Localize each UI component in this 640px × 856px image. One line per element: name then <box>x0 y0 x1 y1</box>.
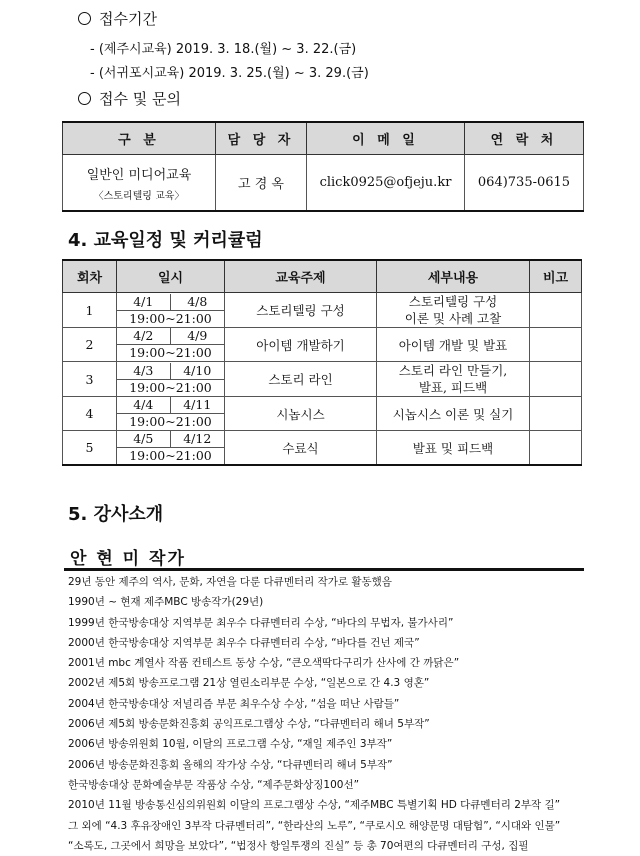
contact-email[interactable]: click0925@ofjeju.kr <box>307 155 465 212</box>
session-time: 19:00~21:00 <box>117 310 224 327</box>
schedule-header-note: 비고 <box>530 260 582 293</box>
session-detail-line1: 스토리 라인 만들기, <box>398 363 508 378</box>
contact-header-email: 이 메 일 <box>307 122 465 155</box>
session-detail: 시놉시스 이론 및 실기 <box>377 397 530 431</box>
schedule-row <box>63 431 582 466</box>
contact-header-category: 구 분 <box>63 122 216 155</box>
career-item: 1999년 한국방송대상 지역부문 최우수 다큐멘터리 수상, “바다의 무법자, 불가사리” <box>68 616 454 629</box>
session-date-1: 4/3 <box>117 363 171 379</box>
schedule-header-detail: 세부내용 <box>377 260 530 293</box>
session-time: 19:00~21:00 <box>117 447 224 464</box>
session-date-1: 4/1 <box>117 294 171 310</box>
section5-title: 5. 강사소개 <box>68 504 164 525</box>
contact-manager: 고 경 옥 <box>216 155 307 212</box>
session-date-cell <box>117 362 225 397</box>
session-note <box>530 362 582 397</box>
schedule-row <box>63 293 582 328</box>
session-detail-line2: 이론 및 사례 고찰 <box>404 311 502 326</box>
session-time: 19:00~21:00 <box>117 413 224 430</box>
career-item: 29년 동안 제주의 역사, 문화, 자연을 다룬 다큐멘터리 작가로 활동했음 <box>68 576 392 588</box>
contact-table <box>62 121 584 212</box>
session-date-1: 4/5 <box>117 431 171 447</box>
instructor-name: 안 현 미 작가 <box>70 549 186 569</box>
contact-header-manager: 담 당 자 <box>216 122 307 155</box>
session-topic: 시놉시스 <box>225 397 377 431</box>
session-date-cell <box>117 293 225 328</box>
contact-category-main: 일반인 미디어교육 <box>86 167 192 183</box>
schedule-header-session: 회차 <box>63 260 117 293</box>
session-detail: 발표 및 피드백 <box>377 431 530 466</box>
instructor-career-list <box>68 572 598 856</box>
session-date-2: 4/11 <box>183 397 212 412</box>
inquiry-heading-text: 접수 및 문의 <box>99 90 181 108</box>
session-number: 2 <box>63 328 117 362</box>
contact-category <box>63 155 216 212</box>
circle-bullet-icon <box>78 12 91 25</box>
schedule-header-row <box>63 260 582 293</box>
career-item: 2010년 11월 방송통신심의위원회 이달의 프로그램상 수상, “제주MBC 특별기획 HD 다큐멘터리 2부작 길” <box>68 799 561 812</box>
session-number: 4 <box>63 397 117 431</box>
session-date-1: 4/4 <box>117 397 171 413</box>
session-detail <box>377 293 530 328</box>
reception-period-seogwipo: - (서귀포시교육) 2019. 3. 25.(월) ~ 3. 29.(금) <box>90 66 369 81</box>
session-date-cell <box>117 397 225 431</box>
session-time: 19:00~21:00 <box>117 344 224 361</box>
session-note <box>530 293 582 328</box>
inquiry-heading <box>78 88 181 109</box>
session-note <box>530 431 582 466</box>
contact-phone: 064)735-0615 <box>465 155 584 212</box>
career-item: 2006년 방송문화진흥회 올해의 작가상 수상, “다큐멘터리 해녀 5부작” <box>68 758 393 771</box>
session-date-2: 4/10 <box>183 362 212 378</box>
circle-bullet-icon <box>78 92 91 105</box>
session-date-2: 4/8 <box>187 293 208 309</box>
career-item: 2006년 제5회 방송문화진흥회 공익프로그램상 수상, “다큐멘터리 해녀 5부작” <box>68 718 430 731</box>
schedule-header-topic: 교육주제 <box>225 260 377 293</box>
career-item: “소록도, 그곳에서 희망을 보았다”, “법정사 항일투쟁의 진실” 등 총 70여편의 다큐멘터리 구성, 집필 <box>68 839 529 852</box>
schedule-row <box>63 362 582 397</box>
contact-header-phone: 연 락 처 <box>465 122 584 155</box>
session-detail: 아이템 개발 및 발표 <box>377 328 530 362</box>
session-date-2: 4/9 <box>187 328 208 343</box>
contact-header-row <box>63 122 584 155</box>
session-number: 3 <box>63 362 117 397</box>
career-item: 1990년 ~ 현재 제주MBC 방송작가(29년) <box>68 596 264 609</box>
session-note <box>530 328 582 362</box>
session-date-1: 4/2 <box>117 328 171 344</box>
session-date-2: 4/12 <box>183 431 212 446</box>
schedule-header-date: 일시 <box>117 260 225 293</box>
career-item: 2004년 한국방송대상 저널리즘 부문 최우수상 수상, “섬을 떠난 사람들” <box>68 697 400 710</box>
session-topic: 수료식 <box>225 431 377 466</box>
session-detail-line2: 발표, 피드백 <box>418 380 488 395</box>
session-date-cell <box>117 431 225 466</box>
session-number: 5 <box>63 431 117 466</box>
reception-period-jeju: - (제주시교육) 2019. 3. 18.(월) ~ 3. 22.(금) <box>90 42 357 57</box>
session-topic: 스토리텔링 구성 <box>225 293 377 328</box>
career-item: 2000년 한국방송대상 지역부문 최우수 다큐멘터리 수상, “바다를 건넌 제국” <box>68 636 420 649</box>
section4-title: 4. 교육일정 및 커리큘럼 <box>68 230 263 251</box>
career-item: 한국방송대상 문화예술부문 작품상 수상, “제주문화상징100선” <box>68 778 360 791</box>
career-item: 2002년 제5회 방송프로그램 21상 열린소리부문 수상, “일본으로 간 4.3 영혼” <box>68 677 430 690</box>
contact-category-sub: 〈스토리텔링 교육〉 <box>93 190 185 202</box>
schedule-row <box>63 328 582 362</box>
session-detail-line1: 스토리텔링 구성 <box>408 294 498 309</box>
schedule-table <box>62 259 582 466</box>
session-topic: 스토리 라인 <box>225 362 377 397</box>
contact-row <box>63 155 584 212</box>
career-item: 그 외에 “4.3 후유장애인 3부작 다큐멘터리”, “한라산의 노루”, “쿠로시오 해양문명 대탐험”, “시대와 인물” <box>68 819 561 832</box>
session-note <box>530 397 582 431</box>
career-item: 2001년 mbc 계열사 작품 컨테스트 동상 수상, “큰오색딱다구리가 산사에 간 까닭은” <box>68 657 460 670</box>
session-date-cell <box>117 328 225 362</box>
session-topic: 아이템 개발하기 <box>225 328 377 362</box>
reception-heading <box>78 8 157 29</box>
session-time: 19:00~21:00 <box>117 379 224 396</box>
reception-heading-text: 접수기간 <box>99 10 157 28</box>
instructor-name-underline <box>64 568 584 571</box>
session-number: 1 <box>63 293 117 328</box>
career-item: 2006년 방송위원회 10월, 이달의 프로그램 수상, “재일 제주인 3부작” <box>68 738 393 751</box>
schedule-row <box>63 397 582 431</box>
session-detail <box>377 362 530 397</box>
